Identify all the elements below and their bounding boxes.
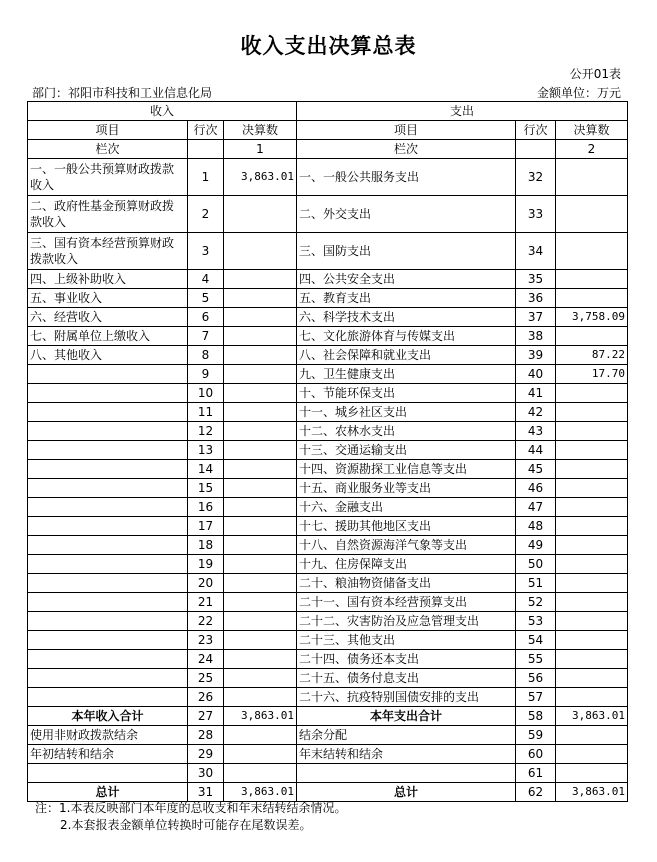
table-row bbox=[28, 764, 628, 783]
department-label: 部门：祁阳市科技和工业信息化局 bbox=[32, 86, 213, 100]
expense-line: 42 bbox=[516, 403, 556, 422]
expense-amount bbox=[556, 631, 628, 650]
income-item bbox=[28, 517, 188, 536]
expense-item: 年末结转和结余 bbox=[297, 745, 516, 764]
table-row bbox=[28, 384, 628, 403]
income-amount-header: 决算数 bbox=[224, 121, 297, 140]
expense-item bbox=[297, 764, 516, 783]
income-item bbox=[28, 688, 188, 707]
expense-amount bbox=[556, 593, 628, 612]
income-amount: 3,863.01 bbox=[224, 783, 297, 802]
income-line: 17 bbox=[188, 517, 224, 536]
table-row bbox=[28, 783, 628, 802]
income-item: 总计 bbox=[28, 783, 188, 802]
income-line: 11 bbox=[188, 403, 224, 422]
income-amount bbox=[224, 422, 297, 441]
expense-item: 一、一般公共服务支出 bbox=[297, 159, 516, 196]
income-line: 12 bbox=[188, 422, 224, 441]
income-item bbox=[28, 555, 188, 574]
expense-item: 二十四、债务还本支出 bbox=[297, 650, 516, 669]
table-row bbox=[28, 308, 628, 327]
income-amount bbox=[224, 196, 297, 233]
amount-unit-label: 金额单位：万元 bbox=[536, 86, 621, 100]
expense-amount bbox=[556, 688, 628, 707]
expense-amount-header: 决算数 bbox=[556, 121, 628, 140]
income-line: 24 bbox=[188, 650, 224, 669]
expense-item: 十九、住房保障支出 bbox=[297, 555, 516, 574]
expense-line: 44 bbox=[516, 441, 556, 460]
income-amount bbox=[224, 308, 297, 327]
income-amount bbox=[224, 593, 297, 612]
expense-amount: 3,863.01 bbox=[556, 783, 628, 802]
expense-line: 35 bbox=[516, 270, 556, 289]
income-amount bbox=[224, 726, 297, 745]
income-line: 23 bbox=[188, 631, 224, 650]
expense-amount bbox=[556, 196, 628, 233]
income-item bbox=[28, 536, 188, 555]
expense-amount bbox=[556, 517, 628, 536]
income-item: 三、国有资本经营预算财政拨款收入 bbox=[28, 233, 188, 270]
income-line: 18 bbox=[188, 536, 224, 555]
income-section-header: 收入 bbox=[28, 102, 297, 121]
expense-amount bbox=[556, 441, 628, 460]
expense-line: 52 bbox=[516, 593, 556, 612]
income-item: 一、一般公共预算财政拨款收入 bbox=[28, 159, 188, 196]
expense-line: 32 bbox=[516, 159, 556, 196]
income-item bbox=[28, 384, 188, 403]
income-item-header: 项目 bbox=[28, 121, 188, 140]
income-item bbox=[28, 631, 188, 650]
income-line: 20 bbox=[188, 574, 224, 593]
expense-line: 43 bbox=[516, 422, 556, 441]
income-amount bbox=[224, 233, 297, 270]
income-line: 15 bbox=[188, 479, 224, 498]
income-line: 7 bbox=[188, 327, 224, 346]
income-amount bbox=[224, 650, 297, 669]
expense-column-number: 2 bbox=[556, 140, 628, 159]
expense-line: 46 bbox=[516, 479, 556, 498]
expense-item: 四、公共安全支出 bbox=[297, 270, 516, 289]
table-row bbox=[28, 593, 628, 612]
income-line: 6 bbox=[188, 308, 224, 327]
expense-line: 37 bbox=[516, 308, 556, 327]
expense-item: 二十二、灾害防治及应急管理支出 bbox=[297, 612, 516, 631]
income-amount bbox=[224, 631, 297, 650]
income-item: 八、其他收入 bbox=[28, 346, 188, 365]
expense-item: 六、科学技术支出 bbox=[297, 308, 516, 327]
table-row bbox=[28, 536, 628, 555]
expense-line: 62 bbox=[516, 783, 556, 802]
income-amount bbox=[224, 517, 297, 536]
income-amount bbox=[224, 460, 297, 479]
table-row bbox=[28, 612, 628, 631]
table-row bbox=[28, 574, 628, 593]
table-row bbox=[28, 650, 628, 669]
income-amount: 3,863.01 bbox=[224, 707, 297, 726]
table-row bbox=[28, 460, 628, 479]
income-line: 8 bbox=[188, 346, 224, 365]
expense-line: 56 bbox=[516, 669, 556, 688]
expense-item: 结余分配 bbox=[297, 726, 516, 745]
expense-amount bbox=[556, 555, 628, 574]
table-row bbox=[28, 726, 628, 745]
income-item: 五、事业收入 bbox=[28, 289, 188, 308]
expense-amount bbox=[556, 745, 628, 764]
income-line: 4 bbox=[188, 270, 224, 289]
table-row bbox=[28, 233, 628, 270]
income-amount bbox=[224, 479, 297, 498]
table-row bbox=[28, 327, 628, 346]
income-item: 四、上级补助收入 bbox=[28, 270, 188, 289]
table-row bbox=[28, 707, 628, 726]
expense-amount bbox=[556, 460, 628, 479]
expense-item: 十、节能环保支出 bbox=[297, 384, 516, 403]
income-item: 使用非财政拨款结余 bbox=[28, 726, 188, 745]
expense-line: 47 bbox=[516, 498, 556, 517]
expense-amount: 3,758.09 bbox=[556, 308, 628, 327]
table-row bbox=[28, 498, 628, 517]
table-row bbox=[28, 555, 628, 574]
expense-amount bbox=[556, 669, 628, 688]
expense-item: 五、教育支出 bbox=[297, 289, 516, 308]
expense-line: 33 bbox=[516, 196, 556, 233]
expense-item: 九、卫生健康支出 bbox=[297, 365, 516, 384]
expense-item: 本年支出合计 bbox=[297, 707, 516, 726]
expense-amount bbox=[556, 536, 628, 555]
income-item: 六、经营收入 bbox=[28, 308, 188, 327]
expense-line: 61 bbox=[516, 764, 556, 783]
table-row bbox=[28, 688, 628, 707]
income-amount bbox=[224, 384, 297, 403]
income-line: 2 bbox=[188, 196, 224, 233]
expense-item: 七、文化旅游体育与传媒支出 bbox=[297, 327, 516, 346]
expense-line: 58 bbox=[516, 707, 556, 726]
expense-line: 48 bbox=[516, 517, 556, 536]
expense-amount bbox=[556, 233, 628, 270]
expense-item: 八、社会保障和就业支出 bbox=[297, 346, 516, 365]
table-body bbox=[28, 159, 628, 802]
expense-amount bbox=[556, 159, 628, 196]
income-line: 5 bbox=[188, 289, 224, 308]
income-item bbox=[28, 403, 188, 422]
expense-item-header: 项目 bbox=[297, 121, 516, 140]
income-amount bbox=[224, 403, 297, 422]
footnotes bbox=[35, 800, 346, 834]
income-line: 1 bbox=[188, 159, 224, 196]
income-line: 10 bbox=[188, 384, 224, 403]
income-line: 16 bbox=[188, 498, 224, 517]
expense-line: 34 bbox=[516, 233, 556, 270]
table-row bbox=[28, 365, 628, 384]
income-line: 9 bbox=[188, 365, 224, 384]
expense-item: 二十三、其他支出 bbox=[297, 631, 516, 650]
expense-item: 总计 bbox=[297, 783, 516, 802]
expense-amount bbox=[556, 726, 628, 745]
expense-line: 55 bbox=[516, 650, 556, 669]
expense-item: 十三、交通运输支出 bbox=[297, 441, 516, 460]
income-item: 七、附属单位上缴收入 bbox=[28, 327, 188, 346]
table-row bbox=[28, 159, 628, 196]
expense-line: 39 bbox=[516, 346, 556, 365]
expense-line: 38 bbox=[516, 327, 556, 346]
income-line: 30 bbox=[188, 764, 224, 783]
expense-item: 二十、粮油物资储备支出 bbox=[297, 574, 516, 593]
expense-amount bbox=[556, 270, 628, 289]
income-line: 28 bbox=[188, 726, 224, 745]
expense-line: 53 bbox=[516, 612, 556, 631]
expense-amount bbox=[556, 612, 628, 631]
table-row bbox=[28, 745, 628, 764]
expense-item: 十四、资源勘探工业信息等支出 bbox=[297, 460, 516, 479]
income-line: 22 bbox=[188, 612, 224, 631]
income-amount bbox=[224, 498, 297, 517]
income-column-line-blank bbox=[188, 140, 224, 159]
expense-item: 十六、金融支出 bbox=[297, 498, 516, 517]
table-row bbox=[28, 441, 628, 460]
table-row bbox=[28, 196, 628, 233]
income-item bbox=[28, 460, 188, 479]
income-item bbox=[28, 365, 188, 384]
expense-line: 54 bbox=[516, 631, 556, 650]
footnote-1: 注：1.本表反映部门本年度的总收支和年末结转结余情况。 bbox=[35, 801, 347, 815]
income-item: 年初结转和结余 bbox=[28, 745, 188, 764]
expense-item: 十一、城乡社区支出 bbox=[297, 403, 516, 422]
expense-line: 60 bbox=[516, 745, 556, 764]
expense-item: 二十五、债务付息支出 bbox=[297, 669, 516, 688]
footnote-2: 2.本套报表金额单位转换时可能存在尾数误差。 bbox=[60, 818, 312, 832]
income-line: 13 bbox=[188, 441, 224, 460]
expense-amount: 17.70 bbox=[556, 365, 628, 384]
table-row bbox=[28, 270, 628, 289]
income-expense-table bbox=[27, 101, 628, 802]
income-amount bbox=[224, 365, 297, 384]
income-amount bbox=[224, 669, 297, 688]
income-line: 19 bbox=[188, 555, 224, 574]
income-amount bbox=[224, 327, 297, 346]
expense-item: 三、国防支出 bbox=[297, 233, 516, 270]
table-row bbox=[28, 479, 628, 498]
expense-item: 十八、自然资源海洋气象等支出 bbox=[297, 536, 516, 555]
income-amount bbox=[224, 289, 297, 308]
income-amount bbox=[224, 688, 297, 707]
expense-amount bbox=[556, 764, 628, 783]
table-row bbox=[28, 517, 628, 536]
expense-item: 十五、商业服务业等支出 bbox=[297, 479, 516, 498]
income-amount bbox=[224, 764, 297, 783]
table-row bbox=[28, 346, 628, 365]
income-amount bbox=[224, 536, 297, 555]
expense-amount: 3,863.01 bbox=[556, 707, 628, 726]
income-item bbox=[28, 593, 188, 612]
income-line: 29 bbox=[188, 745, 224, 764]
income-amount bbox=[224, 346, 297, 365]
table-row bbox=[28, 669, 628, 688]
income-line: 3 bbox=[188, 233, 224, 270]
income-amount bbox=[224, 555, 297, 574]
income-line: 14 bbox=[188, 460, 224, 479]
income-amount bbox=[224, 574, 297, 593]
income-line: 25 bbox=[188, 669, 224, 688]
income-item bbox=[28, 498, 188, 517]
expense-line: 45 bbox=[516, 460, 556, 479]
table-row bbox=[28, 422, 628, 441]
income-item bbox=[28, 574, 188, 593]
income-amount: 3,863.01 bbox=[224, 159, 297, 196]
income-amount bbox=[224, 270, 297, 289]
expense-column-label: 栏次 bbox=[297, 140, 516, 159]
table-row bbox=[28, 403, 628, 422]
income-item: 本年收入合计 bbox=[28, 707, 188, 726]
income-item bbox=[28, 479, 188, 498]
expense-line: 57 bbox=[516, 688, 556, 707]
expense-amount bbox=[556, 498, 628, 517]
expense-line: 50 bbox=[516, 555, 556, 574]
expense-line: 41 bbox=[516, 384, 556, 403]
expense-line-header: 行次 bbox=[516, 121, 556, 140]
expense-section-header: 支出 bbox=[297, 102, 628, 121]
expense-amount bbox=[556, 403, 628, 422]
income-item bbox=[28, 764, 188, 783]
expense-amount bbox=[556, 574, 628, 593]
expense-column-line-blank bbox=[516, 140, 556, 159]
income-line: 27 bbox=[188, 707, 224, 726]
form-number: 公开01表 bbox=[569, 67, 621, 81]
income-line-header: 行次 bbox=[188, 121, 224, 140]
expense-item: 十七、援助其他地区支出 bbox=[297, 517, 516, 536]
expense-line: 40 bbox=[516, 365, 556, 384]
expense-line: 51 bbox=[516, 574, 556, 593]
expense-amount bbox=[556, 422, 628, 441]
expense-line: 36 bbox=[516, 289, 556, 308]
expense-amount: 87.22 bbox=[556, 346, 628, 365]
expense-amount bbox=[556, 327, 628, 346]
expense-amount bbox=[556, 479, 628, 498]
income-line: 31 bbox=[188, 783, 224, 802]
income-item bbox=[28, 650, 188, 669]
income-amount bbox=[224, 612, 297, 631]
expense-amount bbox=[556, 289, 628, 308]
income-item bbox=[28, 422, 188, 441]
income-column-number: 1 bbox=[224, 140, 297, 159]
table-row bbox=[28, 289, 628, 308]
income-amount bbox=[224, 441, 297, 460]
income-item: 二、政府性基金预算财政拨款收入 bbox=[28, 196, 188, 233]
expense-item: 二、外交支出 bbox=[297, 196, 516, 233]
expense-amount bbox=[556, 650, 628, 669]
income-line: 26 bbox=[188, 688, 224, 707]
income-item bbox=[28, 669, 188, 688]
expense-item: 二十一、国有资本经营预算支出 bbox=[297, 593, 516, 612]
expense-line: 49 bbox=[516, 536, 556, 555]
expense-item: 二十六、抗疫特别国债安排的支出 bbox=[297, 688, 516, 707]
report-title: 收入支出决算总表 bbox=[240, 34, 417, 58]
income-amount bbox=[224, 745, 297, 764]
table-row bbox=[28, 631, 628, 650]
income-column-label: 栏次 bbox=[28, 140, 188, 159]
expense-line: 59 bbox=[516, 726, 556, 745]
income-line: 21 bbox=[188, 593, 224, 612]
expense-amount bbox=[556, 384, 628, 403]
income-item bbox=[28, 441, 188, 460]
income-item bbox=[28, 612, 188, 631]
expense-item: 十二、农林水支出 bbox=[297, 422, 516, 441]
